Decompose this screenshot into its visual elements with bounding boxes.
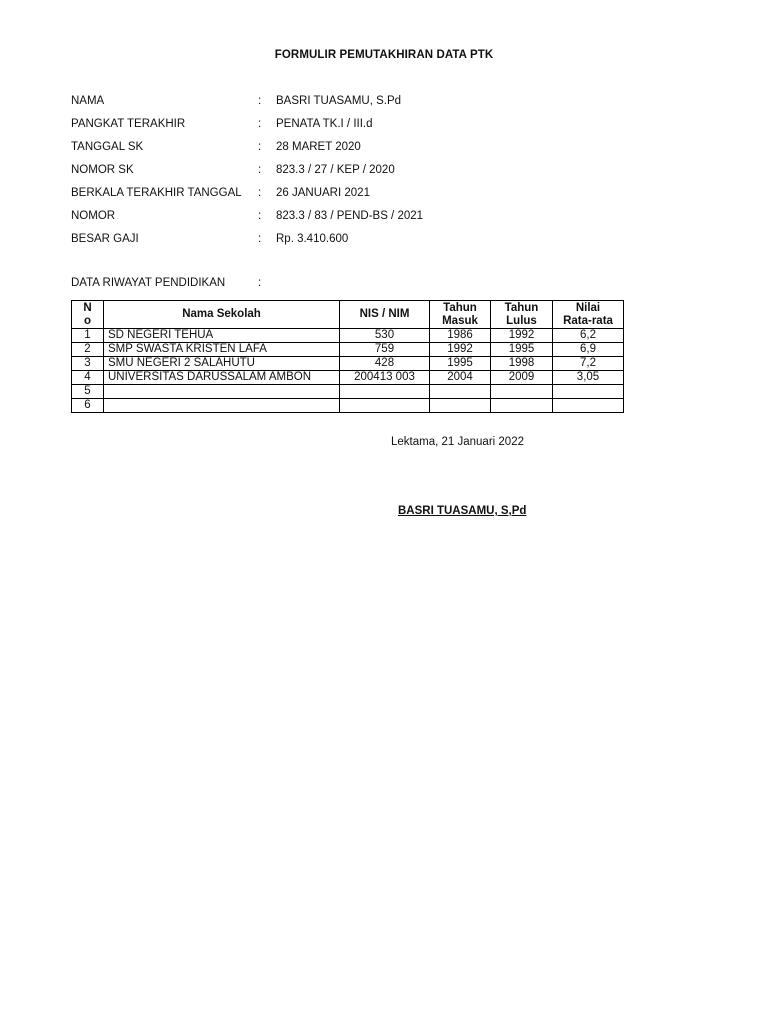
table-header-row [72,301,624,329]
table-row [72,399,624,413]
table-row [72,357,624,371]
cell-lulus: 1998 [491,357,553,371]
field-label: PANGKAT TERAKHIR [71,118,186,130]
cell-nilai [553,385,624,399]
field-value: Rp. 3.410.600 [276,233,349,245]
header-no-line2: o [83,314,92,327]
cell-lulus [491,399,553,413]
cell-masuk: 1986 [430,329,491,343]
cell-nilai: 6,9 [553,343,624,357]
cell-nis: 530 [340,329,430,343]
cell-masuk: 2004 [430,371,491,385]
field-value: 26 JANUARI 2021 [276,187,370,199]
cell-masuk: 1992 [430,343,491,357]
header-nilai-line2: Rata-rata [563,314,613,327]
field-colon: : [258,210,262,222]
cell-nilai: 6,2 [553,329,624,343]
cell-no: 6 [72,399,104,413]
field-label: NOMOR SK [71,164,134,176]
field-label: TANGGAL SK [71,141,144,153]
field-colon: : [258,187,262,199]
cell-masuk [430,385,491,399]
cell-school: SMP SWASTA KRISTEN LAFA [104,343,340,357]
field-colon: : [258,164,262,176]
cell-school: SD NEGERI TEHUA [104,329,340,343]
table-row [72,371,624,385]
header-school: Nama Sekolah [104,301,340,329]
cell-lulus: 2009 [491,371,553,385]
header-masuk-line2: Masuk [442,314,478,327]
cell-nis: 428 [340,357,430,371]
field-value: PENATA TK.I / III.d [276,118,373,130]
cell-nilai [553,399,624,413]
header-lulus-line1: Tahun [504,301,539,314]
field-value: BASRI TUASAMU, S.Pd [276,95,402,107]
cell-no: 2 [72,343,104,357]
header-tahun-lulus [491,301,553,329]
field-colon: : [258,118,262,130]
header-nilai-line1: Nilai [575,301,601,314]
form-title: FORMULIR PEMUTAKHIRAN DATA PTK [274,49,494,61]
cell-school: UNIVERSITAS DARUSSALAM AMBON [104,371,340,385]
header-lulus-line2: Lulus [506,314,537,327]
header-nilai [553,301,624,329]
cell-school: SMU NEGERI 2 SALAHUTU [104,357,340,371]
field-colon: : [258,233,262,245]
field-value: 28 MARET 2020 [276,141,361,153]
cell-nis: 200413 003 [340,371,430,385]
cell-school [104,385,340,399]
header-nis: NIS / NIM [340,301,430,329]
cell-lulus: 1992 [491,329,553,343]
table-row [72,343,624,357]
header-no [72,301,104,329]
table-row [72,385,624,399]
cell-no: 1 [72,329,104,343]
field-label: NAMA [71,95,105,107]
field-colon: : [258,141,262,153]
field-value: 823.3 / 27 / KEP / 2020 [276,164,395,176]
cell-no: 4 [72,371,104,385]
field-label: NOMOR [71,210,116,222]
cell-nilai: 3,05 [553,371,624,385]
header-tahun-masuk [430,301,491,329]
field-colon: : [258,95,262,107]
field-label: BERKALA TERAKHIR TANGGAL [71,187,242,199]
field-label: BESAR GAJI [71,233,139,245]
education-section-colon: : [258,277,262,289]
cell-masuk: 1995 [430,357,491,371]
cell-nis: 759 [340,343,430,357]
place-date: Lektama, 21 Januari 2022 [391,436,524,448]
cell-school [104,399,340,413]
cell-nis [340,399,430,413]
cell-lulus: 1995 [491,343,553,357]
header-no-line1: N [83,301,92,314]
cell-no: 3 [72,357,104,371]
signature-name: BASRI TUASAMU, S,Pd [398,505,527,517]
header-masuk-line1: Tahun [443,301,477,314]
cell-no: 5 [72,385,104,399]
cell-lulus [491,385,553,399]
cell-nilai: 7,2 [553,357,624,371]
cell-masuk [430,399,491,413]
cell-nis [340,385,430,399]
table-row [72,329,624,343]
field-value: 823.3 / 83 / PEND-BS / 2021 [276,210,424,222]
education-section-label: DATA RIWAYAT PENDIDIKAN [71,277,226,289]
education-table [71,300,624,413]
